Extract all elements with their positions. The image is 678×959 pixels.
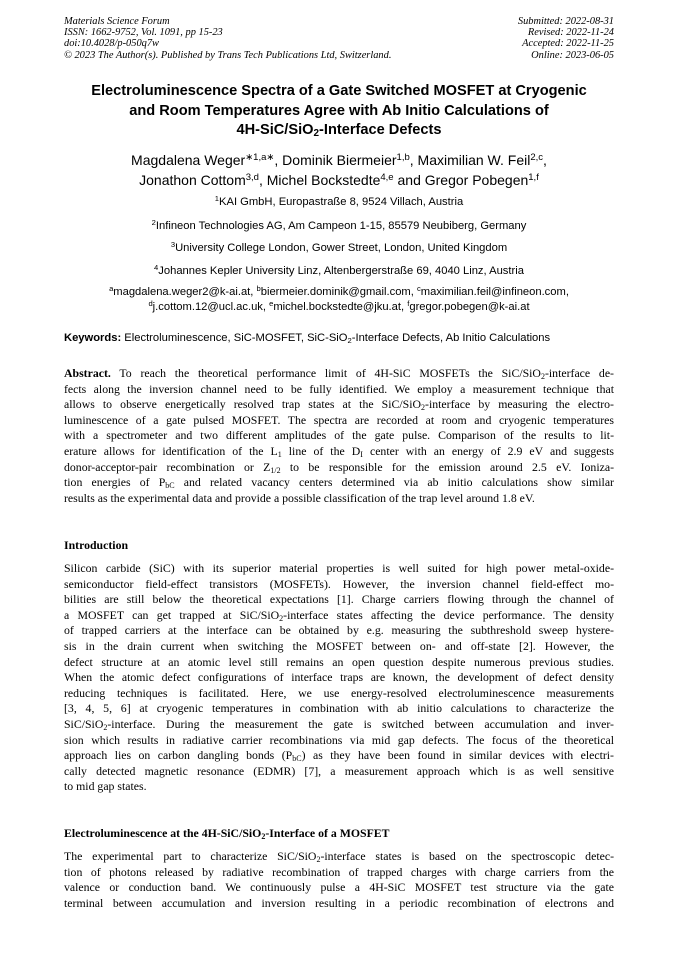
keywords-label: Keywords: xyxy=(64,332,122,344)
affiliation-1: $^1$KAI GmbH, Europastraße 8, 9524 Villach, Austria xyxy=(214,194,464,208)
journal-name: Materials Science Forum xyxy=(64,16,170,27)
journal-info xyxy=(64,16,444,61)
publication-dates xyxy=(414,16,614,61)
email-line-2: $^d$j.cottom.12@ucl.ac.uk, $^e$michel.bockstedte@jku.at, $^f$gregor.pobegen@k-ai.at xyxy=(148,299,530,313)
paper-title xyxy=(40,82,638,141)
email-link[interactable]: gregor.pobegen@k-ai.at xyxy=(409,301,530,313)
author-line-1: Magdalena Weger$^{∗1,a∗}$, Dominik Biermeier$^{1,b}$, Maximilian W. Feil$^{2,c}$, xyxy=(131,152,547,168)
copyright: © 2023 The Author(s). Published by Trans Tech Publications Ltd, Switzerland. xyxy=(64,49,392,61)
accepted-date: Accepted: 2022-11-25 xyxy=(522,38,614,50)
author-list xyxy=(40,150,638,190)
introduction-body: Silicon carbide (SiC) with its superior material properties is well suited for high power metal-oxide- semiconductor field-effect transistors (MOSFETs). However, the inversion channel field-effect mo- bilities are still below the theoretical expectations [1]. Charge carriers flowing through the channel of a MOSFET can get trapped at SiC/SiO$_2$-interface states affecting the device performance. The density of trapped carriers at the interface can be obtained by e.g. measuring the subthreshold sweep hystere- sis in the drain current when switching the MOSFET between on- and off-state [2]. However, the defect structure at an atomic level still remains an open question despite numerous previous studies. When the atomic defect configurations of interface traps are known, the development of defect density reducing techniques is facilitated. Here, we use energy-resolved electroluminescence measurements [3, 4, 5, 6] at cryogenic temperatures in combination with ab initio calculations to characterize the SiC/SiO$_2$-interface. During the measurement the gate is switched between accumulation and inver- sion which results in radiative carrier recombinations via mid gap defects. The focus of the theoretical approach lies on carbon dangling bonds $(P_{bC})$ as they have been found in similar devices with electri- cally detected magnetic resonance (EDMR) [7], a measurement approach which is as well sensitive to mid gap states. xyxy=(64,561,614,794)
online-date: Online: 2023-06-05 xyxy=(531,49,614,61)
affiliation-4: $^4$Johannes Kepler University Linz, Altenbergerstraße 69, 4040 Linz, Austria xyxy=(154,263,524,277)
author-name: , Maximilian W. Feil xyxy=(409,152,531,168)
title-line-3: 4H-SiC/SiO$_2$-Interface Defects xyxy=(236,122,442,140)
doi: doi:10.4028/p-050q7w xyxy=(64,38,159,50)
email-link[interactable]: michel.bockstedte@jku.at, xyxy=(273,301,408,313)
title-line-1: Electroluminescence Spectra of a Gate Switched MOSFET at Cryogenic xyxy=(91,83,587,99)
title-line-2: and Room Temperatures Agree with Ab Initio Calculations of xyxy=(129,102,549,119)
affiliation-2: $^2$Infineon Technologies AG, Am Campeon 1-15, 85579 Neubiberg, Germany xyxy=(151,218,527,232)
author-name: , Michel Bockstedte xyxy=(258,172,381,188)
revised-date: Revised: 2022-11-24 xyxy=(527,27,614,39)
keywords: Keywords: Electroluminescence, SiC-MOSFET, SiC-SiO$_2$-Interface Defects, Ab Initio Calculations xyxy=(64,332,551,345)
issn: ISSN: 1662-9752, Vol. 1091, pp 15-23 xyxy=(64,27,223,39)
author-name: Magdalena Weger xyxy=(131,152,246,168)
email-line-1: $^a$magdalena.weger2@k-ai.at, $^b$biermeier.dominik@gmail.com, $^c$maximilian.feil@infineon.com, xyxy=(109,284,569,298)
abstract: Abstract. To reach the theoretical performance limit of 4H-SiC MOSFETs the SiC/SiO$_2$-interface de- fects along the inversion channel need to be fully identified. We employ a measurement technique that allows to observe energetically resolved trap states at the SiC/SiO$_2$-interface by measuring the electro- luminescence of a gate pulsed MOSFET. The spectra are recorded at room and cryogenic temperatures with a spectrometer and two different amplitudes of the gate pulse. Comparison of the results to lit- erature allows for identification of the $L_1$ line of the $D_I$ center with an energy of 2.9 eV and suggests donor-acceptor-pair recombination or $Z_{1/2}$ to be responsible for the emission around 2.5 eV. Ioniza- tion energies of $P_{bC}$ and related vacancy centers determined via ab initio calculations show similar results as the experimental data and provide a possible classification of the trap level around 1.8 eV. xyxy=(64,366,614,505)
section-heading-electroluminescence: Electroluminescence at the 4H-SiC/SiO$_2$-Interface of a MOSFET xyxy=(64,826,390,841)
email-link[interactable]: magdalena.weger2@k-ai.at, xyxy=(113,286,257,298)
email-link[interactable]: biermeier.dominik@gmail.com, xyxy=(260,286,417,298)
author-line-2: Jonathon Cottom$^{3,d}$, Michel Bockstedte$^{4,e}$ and Gregor Pobegen$^{1,f}$ xyxy=(139,172,539,188)
electroluminescence-body: The experimental part to characterize SiC/SiO$_2$-interface states is based on the spectroscopic detec- tion of photons released by radiative recombination of trapped charges with charge carriers from the valence or conduction band. We continuously pulse a 4H-SiC MOSFET test structure via the gate terminal between accumulation and inversion resulting in a periodic recombination of electrons and xyxy=(64,849,614,910)
abstract-label: Abstract. xyxy=(64,366,111,380)
author-name: , Dominik Biermeier xyxy=(274,152,397,168)
email-link[interactable]: maximilian.feil@infineon.com, xyxy=(420,286,569,298)
email-link[interactable]: j.cottom.12@ucl.ac.uk, xyxy=(152,301,270,313)
affiliation-3: $^3$University College London, Gower Street, London, United Kingdom xyxy=(170,240,508,254)
section-heading-introduction: Introduction xyxy=(64,538,129,552)
author-name: and Gregor Pobegen xyxy=(393,172,529,188)
submitted-date: Submitted: 2022-08-31 xyxy=(517,16,614,27)
author-name: Jonathon Cottom xyxy=(139,172,246,188)
